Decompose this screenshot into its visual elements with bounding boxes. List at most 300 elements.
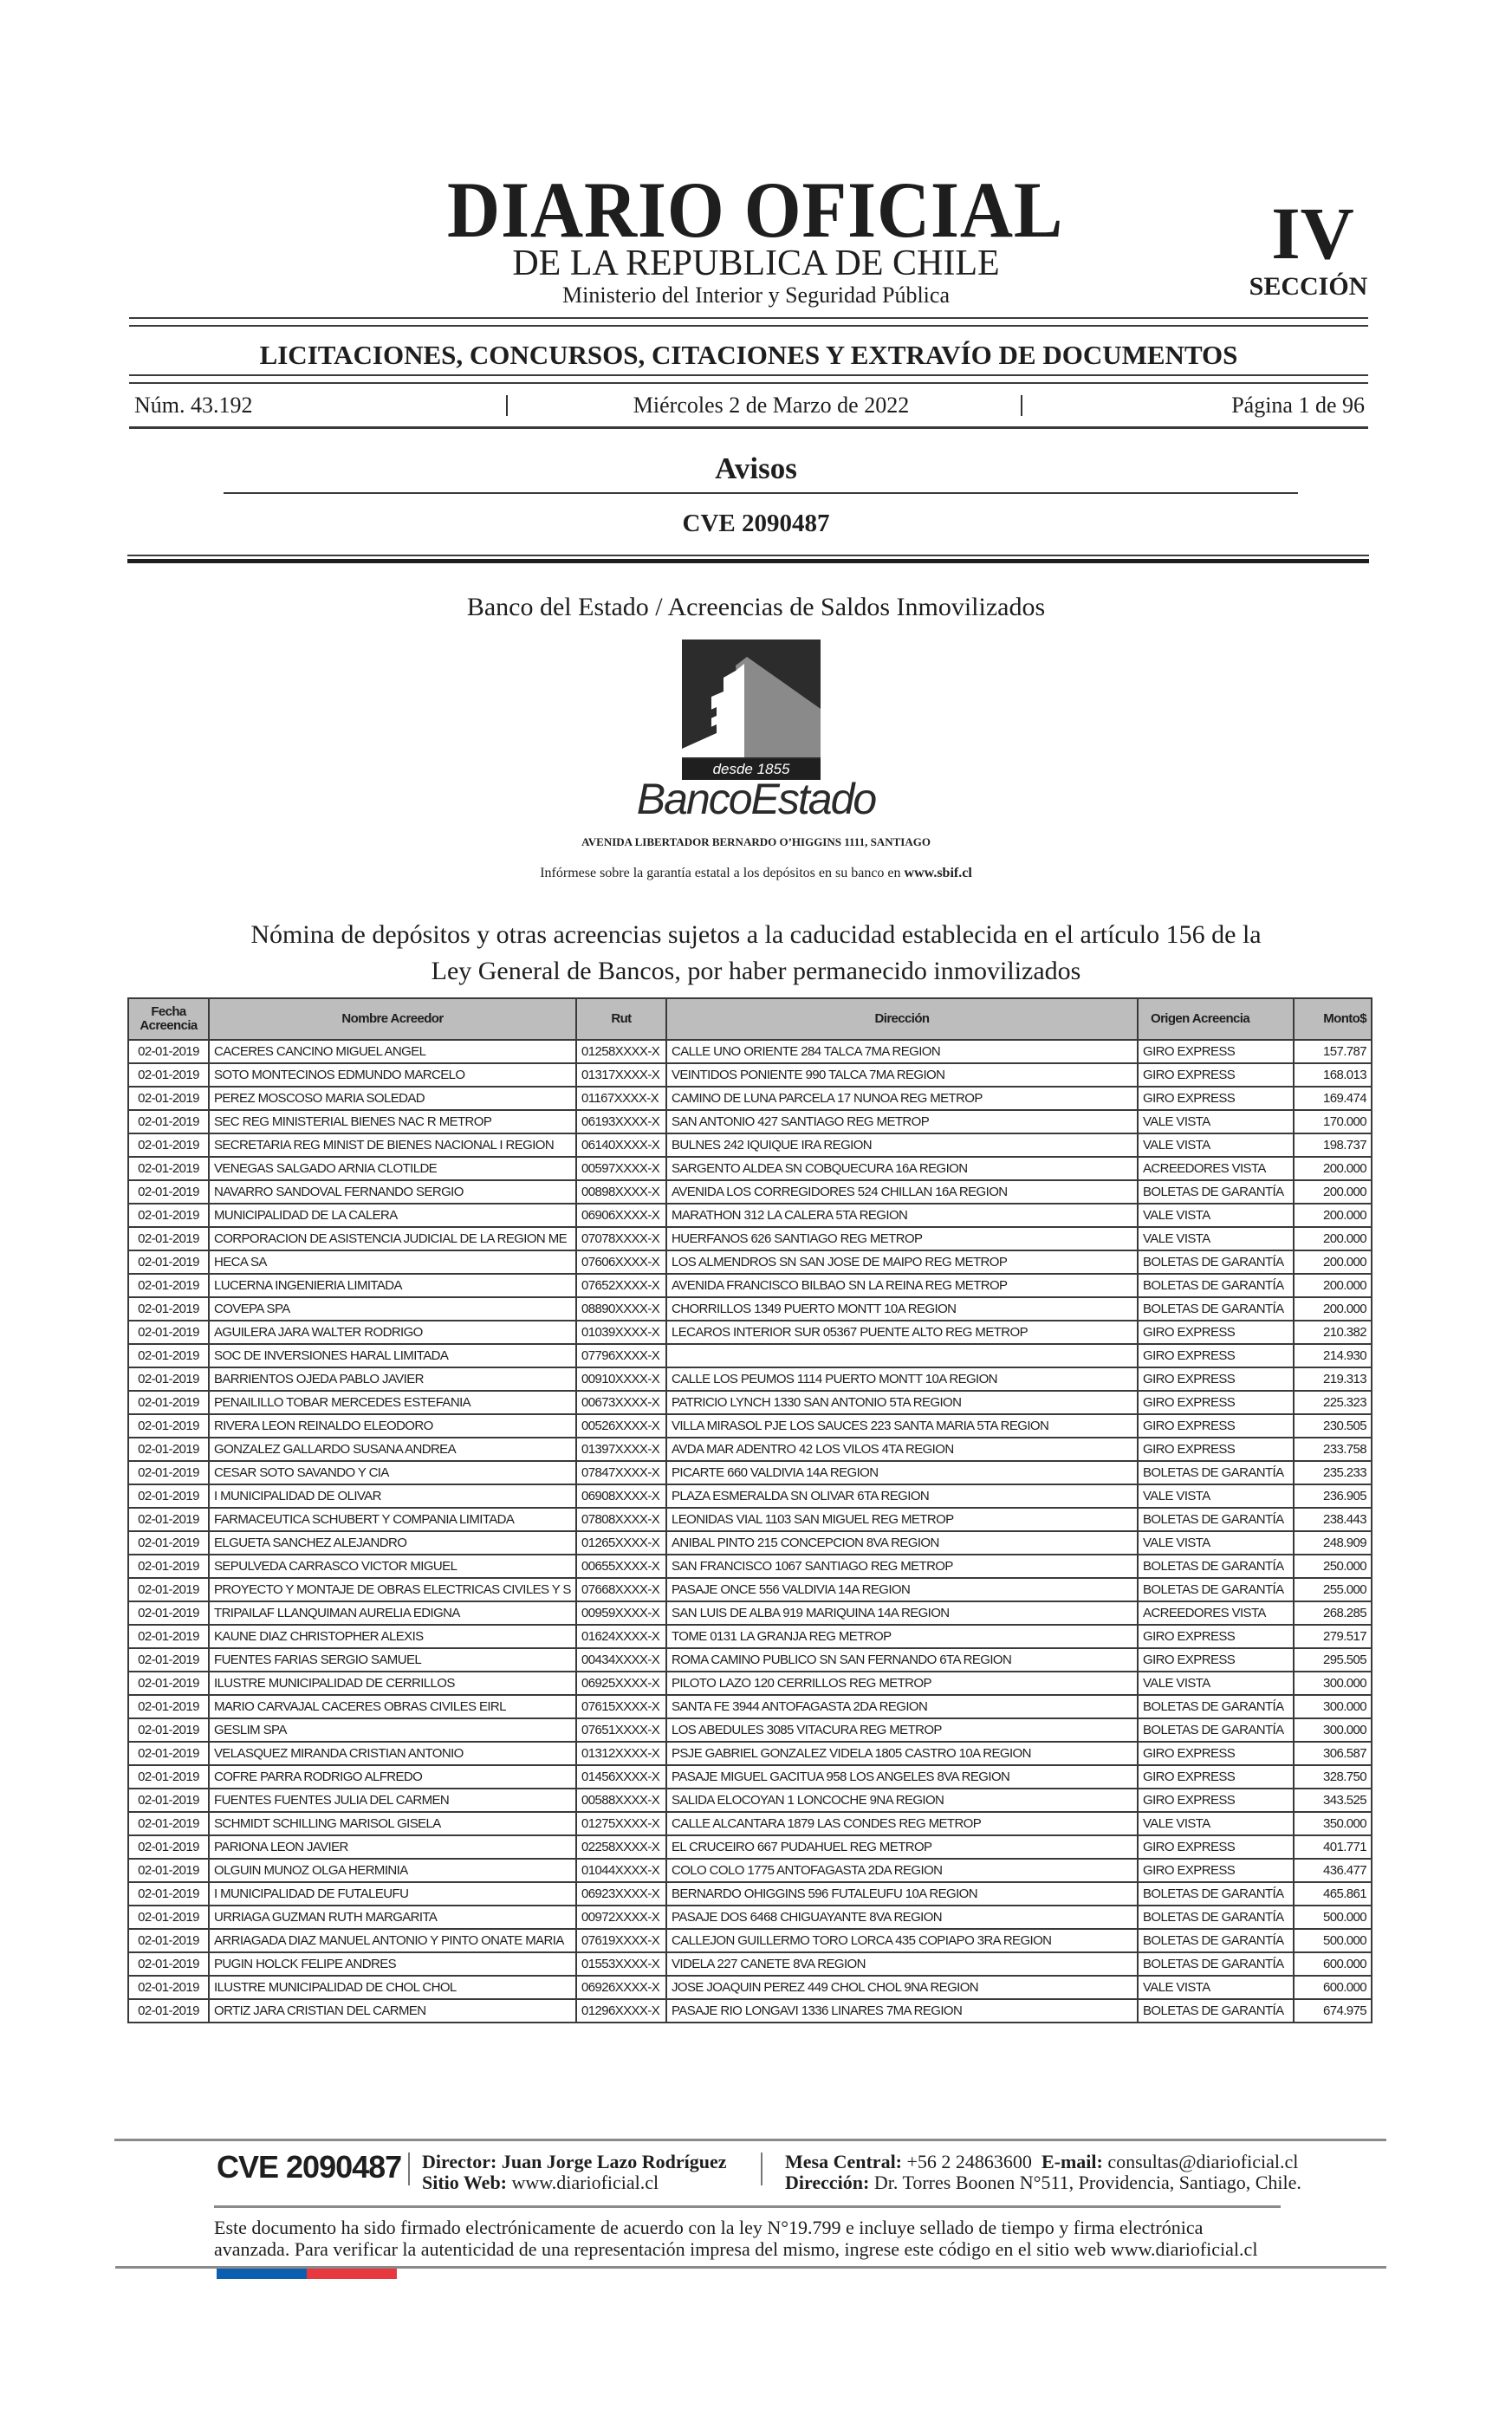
table-row	[128, 1250, 1372, 1274]
rule	[224, 492, 1298, 494]
cell-monto: 500.000	[1294, 1929, 1372, 1952]
logo-tagline: desde 1855	[682, 759, 821, 780]
signature-disclaimer	[214, 2217, 1288, 2260]
table-row	[128, 1344, 1372, 1367]
cell-fecha: 02-01-2019	[128, 1508, 209, 1531]
bank-address: AVENIDA LIBERTADOR BERNARDO O’HIGGINS 1111, SANTIAGO	[581, 835, 931, 848]
masthead-subtitle: DE LA REPUBLICA DE CHILE	[512, 243, 1000, 283]
footer-rule	[114, 2139, 1386, 2141]
cell-fecha: 02-01-2019	[128, 1952, 209, 1976]
sbif-link[interactable]: www.sbif.cl	[904, 866, 972, 880]
cell-fecha: 02-01-2019	[128, 1250, 209, 1274]
cell-direccion: PASAJE MIGUEL GACITUA 958 LOS ANGELES 8VA REGION	[666, 1765, 1138, 1789]
cell-direccion: SANTA FE 3944 ANTOFAGASTA 2DA REGION	[666, 1695, 1138, 1718]
cell-origen: VALE VISTA	[1138, 1976, 1294, 1999]
table-row	[128, 1625, 1372, 1648]
cell-monto: 200.000	[1294, 1180, 1372, 1204]
issue-number: Núm. 43.192	[134, 393, 253, 418]
cell-direccion: ANIBAL PINTO 215 CONCEPCION 8VA REGION	[666, 1531, 1138, 1555]
cell-direccion: LEONIDAS VIAL 1103 SAN MIGUEL REG METROP	[666, 1508, 1138, 1531]
cell-nombre: PEREZ MOSCOSO MARIA SOLEDAD	[209, 1087, 576, 1110]
table-row	[128, 1321, 1372, 1344]
cell-monto: 465.861	[1294, 1882, 1372, 1906]
cell-fecha: 02-01-2019	[128, 1227, 209, 1250]
cell-origen: GIRO EXPRESS	[1138, 1789, 1294, 1812]
cell-monto: 210.382	[1294, 1321, 1372, 1344]
cell-fecha: 02-01-2019	[128, 1882, 209, 1906]
cell-direccion: BERNARDO OHIGGINS 596 FUTALEUFU 10A REGION	[666, 1882, 1138, 1906]
cell-direccion: JOSE JOAQUIN PEREZ 449 CHOL CHOL 9NA REGION	[666, 1976, 1138, 1999]
cell-nombre: PUGIN HOLCK FELIPE ANDRES	[209, 1952, 576, 1976]
cell-rut: 00526XXXX-X	[576, 1414, 666, 1438]
table-row	[128, 1063, 1372, 1087]
cell-monto: 233.758	[1294, 1438, 1372, 1461]
column-header-fecha	[128, 998, 209, 1040]
cell-monto: 200.000	[1294, 1274, 1372, 1297]
cell-fecha: 02-01-2019	[128, 1999, 209, 2023]
cell-rut: 07606XXXX-X	[576, 1250, 666, 1274]
cell-direccion: LECAROS INTERIOR SUR 05367 PUENTE ALTO REG METROP	[666, 1321, 1138, 1344]
cell-nombre: I MUNICIPALIDAD DE FUTALEUFU	[209, 1882, 576, 1906]
cell-rut: 01275XXXX-X	[576, 1812, 666, 1835]
cell-fecha: 02-01-2019	[128, 1976, 209, 1999]
cell-fecha: 02-01-2019	[128, 1555, 209, 1578]
cell-rut: 00588XXXX-X	[576, 1789, 666, 1812]
cell-nombre: TRIPAILAF LLANQUIMAN AURELIA EDIGNA	[209, 1601, 576, 1625]
cell-direccion: CAMINO DE LUNA PARCELA 17 NUNOA REG METROP	[666, 1087, 1138, 1110]
cell-origen: GIRO EXPRESS	[1138, 1391, 1294, 1414]
cell-fecha: 02-01-2019	[128, 1859, 209, 1882]
table-row	[128, 1882, 1372, 1906]
cell-monto: 300.000	[1294, 1672, 1372, 1695]
cell-fecha: 02-01-2019	[128, 1906, 209, 1929]
cell-monto: 219.313	[1294, 1367, 1372, 1391]
cell-origen: BOLETAS DE GARANTÍA	[1138, 1250, 1294, 1274]
phone-number: +56 2 24863600	[906, 2151, 1032, 2172]
cell-direccion: ROMA CAMINO PUBLICO SN SAN FERNANDO 6TA REGION	[666, 1648, 1138, 1672]
cell-rut: 01553XXXX-X	[576, 1952, 666, 1976]
cell-fecha: 02-01-2019	[128, 1929, 209, 1952]
brand-name: BancoEstado	[636, 775, 876, 823]
column-header-origen: Origen Acreencia	[1138, 998, 1294, 1040]
cell-rut: 01317XXXX-X	[576, 1063, 666, 1087]
cell-origen: VALE VISTA	[1138, 1110, 1294, 1133]
cell-direccion	[666, 1344, 1138, 1367]
cell-monto: 279.517	[1294, 1625, 1372, 1648]
cell-monto: 343.525	[1294, 1789, 1372, 1812]
cell-monto: 300.000	[1294, 1718, 1372, 1742]
cell-direccion: SAN ANTONIO 427 SANTIAGO REG METROP	[666, 1110, 1138, 1133]
cell-origen: BOLETAS DE GARANTÍA	[1138, 1180, 1294, 1204]
cell-origen: VALE VISTA	[1138, 1484, 1294, 1508]
cell-rut: 07796XXXX-X	[576, 1344, 666, 1367]
table-row	[128, 1461, 1372, 1484]
cell-direccion: PATRICIO LYNCH 1330 SAN ANTONIO 5TA REGION	[666, 1391, 1138, 1414]
cell-nombre: CESAR SOTO SAVANDO Y CIA	[209, 1461, 576, 1484]
cell-fecha: 02-01-2019	[128, 1695, 209, 1718]
cell-rut: 07078XXXX-X	[576, 1227, 666, 1250]
cell-nombre: MARIO CARVAJAL CACERES OBRAS CIVILES EIRL	[209, 1695, 576, 1718]
cell-rut: 01039XXXX-X	[576, 1321, 666, 1344]
cell-monto: 401.771	[1294, 1835, 1372, 1859]
nomina-heading-line2: Ley General de Bancos, por haber permanecido inmovilizados	[431, 957, 1081, 985]
guarantee-text: Infórmese sobre la garantía estatal a los depósitos en su banco en	[540, 866, 905, 880]
cell-nombre: FUENTES FUENTES JULIA DEL CARMEN	[209, 1789, 576, 1812]
footer-address: Dr. Torres Boonen N°511, Providencia, Santiago, Chile.	[873, 2172, 1301, 2193]
cell-fecha: 02-01-2019	[128, 1087, 209, 1110]
footer-cve-code: CVE 2090487	[217, 2149, 402, 2185]
cell-origen: GIRO EXPRESS	[1138, 1087, 1294, 1110]
table-row	[128, 1133, 1372, 1157]
cell-rut: 02258XXXX-X	[576, 1835, 666, 1859]
cell-fecha: 02-01-2019	[128, 1484, 209, 1508]
cell-rut: 00597XXXX-X	[576, 1157, 666, 1180]
cell-origen: VALE VISTA	[1138, 1812, 1294, 1835]
cell-monto: 198.737	[1294, 1133, 1372, 1157]
cell-monto: 328.750	[1294, 1765, 1372, 1789]
table-row	[128, 1976, 1372, 1999]
cell-monto: 500.000	[1294, 1906, 1372, 1929]
cell-direccion: HUERFANOS 626 SANTIAGO REG METROP	[666, 1227, 1138, 1250]
cell-fecha: 02-01-2019	[128, 1180, 209, 1204]
cell-nombre: VELASQUEZ MIRANDA CRISTIAN ANTONIO	[209, 1742, 576, 1765]
rule	[127, 559, 1369, 563]
table-row	[128, 1765, 1372, 1789]
rule	[129, 426, 1368, 429]
cell-monto: 168.013	[1294, 1063, 1372, 1087]
cell-origen: GIRO EXPRESS	[1138, 1063, 1294, 1087]
cell-nombre: SOC DE INVERSIONES HARAL LIMITADA	[209, 1344, 576, 1367]
cell-nombre: I MUNICIPALIDAD DE OLIVAR	[209, 1484, 576, 1508]
cell-origen: VALE VISTA	[1138, 1227, 1294, 1250]
section-number: IV	[1271, 192, 1354, 275]
table-row	[128, 1414, 1372, 1438]
cell-nombre: BARRIENTOS OJEDA PABLO JAVIER	[209, 1367, 576, 1391]
cell-direccion: VIDELA 227 CANETE 8VA REGION	[666, 1952, 1138, 1976]
cell-nombre: OLGUIN MUNOZ OLGA HERMINIA	[209, 1859, 576, 1882]
cell-fecha: 02-01-2019	[128, 1110, 209, 1133]
disclaimer-line2: avanzada. Para verificar la autenticidad de una representación impresa del mismo, ingrese este código en el sitio web www.diarioficial.cl	[214, 2238, 1258, 2260]
cell-origen: GIRO EXPRESS	[1138, 1414, 1294, 1438]
cell-direccion: AVENIDA LOS CORREGIDORES 524 CHILLAN 16A REGION	[666, 1180, 1138, 1204]
cell-fecha: 02-01-2019	[128, 1742, 209, 1765]
cell-rut: 07668XXXX-X	[576, 1578, 666, 1601]
cell-origen: BOLETAS DE GARANTÍA	[1138, 1952, 1294, 1976]
cell-rut: 07651XXXX-X	[576, 1718, 666, 1742]
cell-origen: GIRO EXPRESS	[1138, 1835, 1294, 1859]
rule	[127, 555, 1369, 556]
cell-monto: 255.000	[1294, 1578, 1372, 1601]
cell-monto: 306.587	[1294, 1742, 1372, 1765]
cell-origen: BOLETAS DE GARANTÍA	[1138, 1999, 1294, 2023]
cell-origen: ACREEDORES VISTA	[1138, 1157, 1294, 1180]
footer-director-block	[422, 2152, 727, 2193]
table-row	[128, 1531, 1372, 1555]
cell-direccion: PLAZA ESMERALDA SN OLIVAR 6TA REGION	[666, 1484, 1138, 1508]
cell-nombre: KAUNE DIAZ CHRISTOPHER ALEXIS	[209, 1625, 576, 1648]
cell-origen: BOLETAS DE GARANTÍA	[1138, 1906, 1294, 1929]
director-label: Director:	[422, 2151, 497, 2172]
email-link[interactable]: consultas@diarioficial.cl	[1107, 2151, 1299, 2172]
cell-origen: VALE VISTA	[1138, 1133, 1294, 1157]
cell-fecha: 02-01-2019	[128, 1438, 209, 1461]
cell-direccion: AVENIDA FRANCISCO BILBAO SN LA REINA REG METROP	[666, 1274, 1138, 1297]
table-row	[128, 1110, 1372, 1133]
cell-monto: 200.000	[1294, 1227, 1372, 1250]
table-row	[128, 1929, 1372, 1952]
table-row	[128, 1906, 1372, 1929]
cell-rut: 07619XXXX-X	[576, 1929, 666, 1952]
cell-direccion: CHORRILLOS 1349 PUERTO MONTT 10A REGION	[666, 1297, 1138, 1321]
rule	[129, 317, 1368, 319]
cell-rut: 01258XXXX-X	[576, 1040, 666, 1063]
nomina-heading-line1: Nómina de depósitos y otras acreencias sujetos a la caducidad establecida en el artículo 156 de la	[250, 920, 1262, 949]
cell-origen: BOLETAS DE GARANTÍA	[1138, 1555, 1294, 1578]
cell-monto: 300.000	[1294, 1695, 1372, 1718]
cell-nombre: ILUSTRE MUNICIPALIDAD DE CERRILLOS	[209, 1672, 576, 1695]
table-row	[128, 1391, 1372, 1414]
cell-fecha: 02-01-2019	[128, 1648, 209, 1672]
cell-monto: 169.474	[1294, 1087, 1372, 1110]
cell-fecha: 02-01-2019	[128, 1789, 209, 1812]
cell-origen: BOLETAS DE GARANTÍA	[1138, 1461, 1294, 1484]
table-row	[128, 1297, 1372, 1321]
table-row	[128, 1718, 1372, 1742]
cell-direccion: VEINTIDOS PONIENTE 990 TALCA 7MA REGION	[666, 1063, 1138, 1087]
cell-rut: 06140XXXX-X	[576, 1133, 666, 1157]
cell-nombre: HECA SA	[209, 1250, 576, 1274]
cell-monto: 200.000	[1294, 1297, 1372, 1321]
cell-rut: 07652XXXX-X	[576, 1274, 666, 1297]
cell-direccion: EL CRUCEIRO 667 PUDAHUEL REG METROP	[666, 1835, 1138, 1859]
table-row	[128, 1040, 1372, 1063]
cell-nombre: AGUILERA JARA WALTER RODRIGO	[209, 1321, 576, 1344]
cell-fecha: 02-01-2019	[128, 1812, 209, 1835]
cell-direccion: PASAJE ONCE 556 VALDIVIA 14A REGION	[666, 1578, 1138, 1601]
cell-nombre: PENAILILLO TOBAR MERCEDES ESTEFANIA	[209, 1391, 576, 1414]
table-row	[128, 1438, 1372, 1461]
category-title: LICITACIONES, CONCURSOS, CITACIONES Y EXTRAVÍO DE DOCUMENTOS	[259, 340, 1238, 370]
footer-contact-block	[785, 2152, 1301, 2193]
cell-rut: 00972XXXX-X	[576, 1906, 666, 1929]
cell-direccion: CALLE ALCANTARA 1879 LAS CONDES REG METROP	[666, 1812, 1138, 1835]
table-row	[128, 1952, 1372, 1976]
cell-nombre: ELGUETA SANCHEZ ALEJANDRO	[209, 1531, 576, 1555]
notice-title: Banco del Estado / Acreencias de Saldos Inmovilizados	[466, 593, 1046, 621]
cell-origen: BOLETAS DE GARANTÍA	[1138, 1695, 1294, 1718]
cell-fecha: 02-01-2019	[128, 1718, 209, 1742]
nomina-heading	[0, 917, 1512, 990]
cell-direccion: CALLE UNO ORIENTE 284 TALCA 7MA REGION	[666, 1040, 1138, 1063]
separator	[1021, 395, 1022, 416]
cell-rut: 01296XXXX-X	[576, 1999, 666, 2023]
cell-rut: 06925XXXX-X	[576, 1672, 666, 1695]
table-header-row	[128, 998, 1372, 1040]
table-row	[128, 1180, 1372, 1204]
cell-monto: 674.975	[1294, 1999, 1372, 2023]
cell-origen: BOLETAS DE GARANTÍA	[1138, 1718, 1294, 1742]
cell-rut: 00655XXXX-X	[576, 1555, 666, 1578]
cell-direccion: SARGENTO ALDEA SN COBQUECURA 16A REGION	[666, 1157, 1138, 1180]
cell-rut: 01167XXXX-X	[576, 1087, 666, 1110]
director-name: Juan Jorge Lazo Rodríguez	[501, 2151, 727, 2172]
cell-nombre: SEPULVEDA CARRASCO VICTOR MIGUEL	[209, 1555, 576, 1578]
cell-fecha: 02-01-2019	[128, 1063, 209, 1087]
cell-direccion: SALIDA ELOCOYAN 1 LONCOCHE 9NA REGION	[666, 1789, 1138, 1812]
masthead-title: DIARIO OFICIAL	[447, 166, 1064, 254]
cell-origen: BOLETAS DE GARANTÍA	[1138, 1578, 1294, 1601]
cell-nombre: FUENTES FARIAS SERGIO SAMUEL	[209, 1648, 576, 1672]
cell-origen: BOLETAS DE GARANTÍA	[1138, 1297, 1294, 1321]
cell-monto: 238.443	[1294, 1508, 1372, 1531]
table-row	[128, 1578, 1372, 1601]
cell-rut: 06908XXXX-X	[576, 1484, 666, 1508]
rule	[129, 374, 1368, 376]
cell-direccion: PASAJE RIO LONGAVI 1336 LINARES 7MA REGION	[666, 1999, 1138, 2023]
cell-origen: GIRO EXPRESS	[1138, 1367, 1294, 1391]
cell-origen: VALE VISTA	[1138, 1204, 1294, 1227]
cell-nombre: ILUSTRE MUNICIPALIDAD DE CHOL CHOL	[209, 1976, 576, 1999]
cell-monto: 200.000	[1294, 1250, 1372, 1274]
cell-nombre: SOTO MONTECINOS EDMUNDO MARCELO	[209, 1063, 576, 1087]
cell-rut: 00673XXXX-X	[576, 1391, 666, 1414]
section-label: SECCIÓN	[1249, 272, 1368, 301]
table-row	[128, 1999, 1372, 2023]
cell-nombre: GONZALEZ GALLARDO SUSANA ANDREA	[209, 1438, 576, 1461]
cell-fecha: 02-01-2019	[128, 1765, 209, 1789]
cell-monto: 214.930	[1294, 1344, 1372, 1367]
column-header-direccion: Dirección	[666, 998, 1138, 1040]
cell-rut: 00434XXXX-X	[576, 1648, 666, 1672]
cell-monto: 230.505	[1294, 1414, 1372, 1438]
cell-nombre: COVEPA SPA	[209, 1297, 576, 1321]
cell-rut: 06906XXXX-X	[576, 1204, 666, 1227]
footer-rule	[214, 2205, 1281, 2208]
cell-fecha: 02-01-2019	[128, 1040, 209, 1063]
cell-direccion: PSJE GABRIEL GONZALEZ VIDELA 1805 CASTRO 10A REGION	[666, 1742, 1138, 1765]
cell-origen: VALE VISTA	[1138, 1672, 1294, 1695]
address-label: Dirección:	[785, 2172, 870, 2193]
cell-nombre: CORPORACION DE ASISTENCIA JUDICIAL DE LA REGION ME	[209, 1227, 576, 1250]
cell-direccion: COLO COLO 1775 ANTOFAGASTA 2DA REGION	[666, 1859, 1138, 1882]
column-header-nombre: Nombre Acreedor	[209, 998, 576, 1040]
cell-direccion: CALLEJON GUILLERMO TORO LORCA 435 COPIAPO 3RA REGION	[666, 1929, 1138, 1952]
table-row	[128, 1508, 1372, 1531]
cell-rut: 00898XXXX-X	[576, 1180, 666, 1204]
cell-monto: 250.000	[1294, 1555, 1372, 1578]
cell-nombre: RIVERA LEON REINALDO ELEODORO	[209, 1414, 576, 1438]
table-row	[128, 1555, 1372, 1578]
cell-rut: 00910XXXX-X	[576, 1367, 666, 1391]
cell-fecha: 02-01-2019	[128, 1204, 209, 1227]
cell-fecha: 02-01-2019	[128, 1274, 209, 1297]
cell-nombre: MUNICIPALIDAD DE LA CALERA	[209, 1204, 576, 1227]
cell-monto: 225.323	[1294, 1391, 1372, 1414]
masthead-ministry: Ministerio del Interior y Seguridad Pública	[562, 282, 950, 308]
cell-direccion: PASAJE DOS 6468 CHIGUAYANTE 8VA REGION	[666, 1906, 1138, 1929]
cell-direccion: MARATHON 312 LA CALERA 5TA REGION	[666, 1204, 1138, 1227]
cell-fecha: 02-01-2019	[128, 1578, 209, 1601]
phone-label: Mesa Central:	[785, 2151, 903, 2172]
cell-nombre: SCHMIDT SCHILLING MARISOL GISELA	[209, 1812, 576, 1835]
section-title: Avisos	[715, 451, 797, 485]
cell-rut: 06923XXXX-X	[576, 1882, 666, 1906]
cell-monto: 157.787	[1294, 1040, 1372, 1063]
cell-nombre: NAVARRO SANDOVAL FERNANDO SERGIO	[209, 1180, 576, 1204]
cell-nombre: CACERES CANCINO MIGUEL ANGEL	[209, 1040, 576, 1063]
cell-fecha: 02-01-2019	[128, 1531, 209, 1555]
cell-direccion: PICARTE 660 VALDIVIA 14A REGION	[666, 1461, 1138, 1484]
website-label: Sitio Web:	[422, 2172, 508, 2193]
issue-date: Miércoles 2 de Marzo de 2022	[633, 393, 910, 418]
cell-nombre: URRIAGA GUZMAN RUTH MARGARITA	[209, 1906, 576, 1929]
cell-monto: 350.000	[1294, 1812, 1372, 1835]
table-row	[128, 1087, 1372, 1110]
table-row	[128, 1484, 1372, 1508]
cell-fecha: 02-01-2019	[128, 1344, 209, 1367]
cell-monto: 600.000	[1294, 1976, 1372, 1999]
cell-rut: 01397XXXX-X	[576, 1438, 666, 1461]
website-link[interactable]: www.diarioficial.cl	[511, 2172, 659, 2193]
cell-direccion: LOS ABEDULES 3085 VITACURA REG METROP	[666, 1718, 1138, 1742]
cell-monto: 170.000	[1294, 1110, 1372, 1133]
separator	[761, 2153, 762, 2185]
disclaimer-line1: Este documento ha sido firmado electrónicamente de acuerdo con la ley N°19.799 e incluye sellado de tiempo y firma electrónica	[214, 2217, 1204, 2238]
page-indicator: Página 1 de 96	[1231, 393, 1365, 418]
cell-fecha: 02-01-2019	[128, 1157, 209, 1180]
cell-monto: 600.000	[1294, 1952, 1372, 1976]
cell-origen: BOLETAS DE GARANTÍA	[1138, 1508, 1294, 1531]
cell-origen: GIRO EXPRESS	[1138, 1742, 1294, 1765]
cell-direccion: AVDA MAR ADENTRO 42 LOS VILOS 4TA REGION	[666, 1438, 1138, 1461]
cell-origen: GIRO EXPRESS	[1138, 1648, 1294, 1672]
cell-monto: 268.285	[1294, 1601, 1372, 1625]
cell-rut: 01312XXXX-X	[576, 1742, 666, 1765]
cell-nombre: LUCERNA INGENIERIA LIMITADA	[209, 1274, 576, 1297]
cell-direccion: TOME 0131 LA GRANJA REG METROP	[666, 1625, 1138, 1648]
flag-stripe-blue	[217, 2269, 307, 2279]
rule	[129, 382, 1368, 384]
cell-origen: VALE VISTA	[1138, 1531, 1294, 1555]
cell-origen: GIRO EXPRESS	[1138, 1765, 1294, 1789]
cell-origen: BOLETAS DE GARANTÍA	[1138, 1882, 1294, 1906]
table-row	[128, 1157, 1372, 1180]
cell-nombre: PROYECTO Y MONTAJE DE OBRAS ELECTRICAS CIVILES Y S	[209, 1578, 576, 1601]
cell-fecha: 02-01-2019	[128, 1672, 209, 1695]
cell-fecha: 02-01-2019	[128, 1297, 209, 1321]
cell-monto: 235.233	[1294, 1461, 1372, 1484]
cell-origen: GIRO EXPRESS	[1138, 1625, 1294, 1648]
cell-rut: 07615XXXX-X	[576, 1695, 666, 1718]
cell-fecha: 02-01-2019	[128, 1625, 209, 1648]
cell-rut: 01456XXXX-X	[576, 1765, 666, 1789]
table-row	[128, 1789, 1372, 1812]
column-header-monto: Monto$	[1294, 998, 1372, 1040]
table-body	[128, 1040, 1372, 2023]
cell-fecha: 02-01-2019	[128, 1321, 209, 1344]
cell-fecha: 02-01-2019	[128, 1133, 209, 1157]
cell-nombre: COFRE PARRA RODRIGO ALFREDO	[209, 1765, 576, 1789]
column-header-fecha-line1: Fecha	[151, 1004, 186, 1019]
cell-direccion: SAN LUIS DE ALBA 919 MARIQUINA 14A REGION	[666, 1601, 1138, 1625]
cell-monto: 248.909	[1294, 1531, 1372, 1555]
cell-nombre: GESLIM SPA	[209, 1718, 576, 1742]
cell-monto: 200.000	[1294, 1204, 1372, 1227]
cell-nombre: ORTIZ JARA CRISTIAN DEL CARMEN	[209, 1999, 576, 2023]
table-row	[128, 1742, 1372, 1765]
cell-direccion: PILOTO LAZO 120 CERRILLOS REG METROP	[666, 1672, 1138, 1695]
cell-fecha: 02-01-2019	[128, 1601, 209, 1625]
